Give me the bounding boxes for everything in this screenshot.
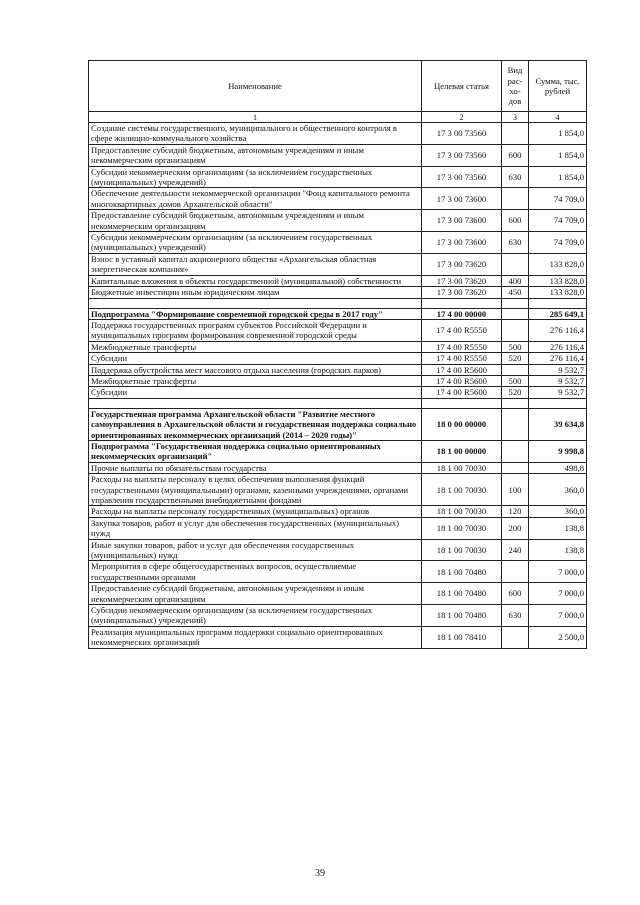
row-sum-cell: 276 116,4 <box>529 341 587 352</box>
row-target-article-cell: 18 1 00 70030 <box>422 539 502 561</box>
row-target-article-cell: 17 4 00 R5600 <box>422 387 502 398</box>
row-name-cell: Создание системы государственного, муниципального и общественного контроля в сфере жилищно-коммунального хозяйства <box>89 123 422 145</box>
row-target-article-cell: 18 1 00 00000 <box>422 440 502 462</box>
row-sum-cell: 7 000,0 <box>529 561 587 583</box>
table-header <box>89 61 587 123</box>
row-name-cell: Закупка товаров, работ и услуг для обеспечения государственных (муниципальных) нужд <box>89 517 422 539</box>
column-number: 4 <box>529 112 587 123</box>
table-row <box>89 188 587 210</box>
table-row <box>89 319 587 341</box>
row-target-article-cell: 17 4 00 R5550 <box>422 319 502 341</box>
row-expense-type-cell: 520 <box>502 387 529 398</box>
empty-cell <box>529 398 587 408</box>
column-number-row <box>89 112 587 123</box>
row-sum-cell: 7 000,0 <box>529 605 587 627</box>
empty-cell <box>422 398 502 408</box>
row-target-article-cell: 17 3 00 73600 <box>422 232 502 254</box>
row-name-cell: Поддержка обустройства мест массового отдыха населения (городских парков) <box>89 364 422 375</box>
table-row <box>89 364 587 375</box>
row-expense-type-cell <box>502 319 529 341</box>
table-body <box>89 123 587 649</box>
row-name-cell: Реализация муниципальных программ поддержки социально ориентированных некоммерческих организаций <box>89 626 422 648</box>
row-target-article-cell: 17 4 00 00000 <box>422 308 502 319</box>
row-sum-cell: 1 854,0 <box>529 144 587 166</box>
row-name-cell: Обеспечение деятельности некоммерческой организации "Фонд капитального ремонта многоквартирных домов Архангельской области" <box>89 188 422 210</box>
row-expense-type-cell <box>502 626 529 648</box>
table-row <box>89 275 587 286</box>
row-name-cell: Предоставление субсидий бюджетным, автономным учреждениям и иным некоммерческим организациям <box>89 144 422 166</box>
table-row <box>89 166 587 188</box>
row-sum-cell: 39 634,8 <box>529 408 587 440</box>
table-row <box>89 232 587 254</box>
row-expense-type-cell <box>502 462 529 473</box>
row-sum-cell: 498,8 <box>529 462 587 473</box>
row-expense-type-cell <box>502 561 529 583</box>
row-sum-cell: 9 998,8 <box>529 440 587 462</box>
row-name-cell: Субсидии некоммерческим организациям (за исключением государственных (муниципальных) учреждений) <box>89 232 422 254</box>
row-target-article-cell: 18 1 00 70480 <box>422 561 502 583</box>
table-row <box>89 408 587 440</box>
row-expense-type-cell: 500 <box>502 341 529 352</box>
row-expense-type-cell <box>502 308 529 319</box>
row-sum-cell: 74 709,0 <box>529 210 587 232</box>
table-row <box>89 375 587 386</box>
row-target-article-cell: 18 1 00 70030 <box>422 462 502 473</box>
row-expense-type-cell: 500 <box>502 375 529 386</box>
row-sum-cell: 360,0 <box>529 474 587 506</box>
row-expense-type-cell: 600 <box>502 583 529 605</box>
row-name-cell: Предоставление субсидий бюджетным, автономным учреждениям и иным некоммерческим организациям <box>89 210 422 232</box>
row-sum-cell: 2 500,0 <box>529 626 587 648</box>
header-sum: Сумма, тыс. рублей <box>529 61 587 112</box>
row-sum-cell: 138,8 <box>529 539 587 561</box>
row-target-article-cell: 17 4 00 R5550 <box>422 341 502 352</box>
row-expense-type-cell: 600 <box>502 144 529 166</box>
row-name-cell: Расходы на выплаты персоналу в целях обеспечения выполнения функций государственными (муниципальными) органами, казенными учреждениями, органами управления государственными внебюджетными фондами <box>89 474 422 506</box>
row-sum-cell: 285 649,1 <box>529 308 587 319</box>
row-expense-type-cell: 400 <box>502 275 529 286</box>
budget-table <box>88 60 587 649</box>
row-target-article-cell: 17 4 00 R5600 <box>422 364 502 375</box>
row-target-article-cell: 17 3 00 73620 <box>422 287 502 298</box>
row-sum-cell: 133 828,0 <box>529 253 587 275</box>
table-row <box>89 387 587 398</box>
row-sum-cell: 74 709,0 <box>529 232 587 254</box>
table-row <box>89 210 587 232</box>
row-name-cell: Субсидии <box>89 387 422 398</box>
row-expense-type-cell: 240 <box>502 539 529 561</box>
row-name-cell: Субсидии некоммерческим организациям (за исключением государственных (муниципальных) учреждений) <box>89 166 422 188</box>
empty-cell <box>89 298 422 308</box>
spacer-row <box>89 398 587 408</box>
row-name-cell: Предоставление субсидий бюджетным, автономным учреждениям и иным некоммерческим организациям <box>89 583 422 605</box>
spacer-row <box>89 298 587 308</box>
row-target-article-cell: 17 3 00 73560 <box>422 123 502 145</box>
table-row <box>89 353 587 364</box>
empty-cell <box>89 398 422 408</box>
table-row <box>89 440 587 462</box>
row-sum-cell: 1 854,0 <box>529 123 587 145</box>
table-row <box>89 539 587 561</box>
row-expense-type-cell <box>502 253 529 275</box>
header-name: Наименование <box>89 61 422 112</box>
table-row <box>89 474 587 506</box>
row-expense-type-cell <box>502 188 529 210</box>
column-number: 2 <box>422 112 502 123</box>
row-sum-cell: 74 709,0 <box>529 188 587 210</box>
table-row <box>89 253 587 275</box>
row-target-article-cell: 17 4 00 R5600 <box>422 375 502 386</box>
row-expense-type-cell <box>502 408 529 440</box>
table-row <box>89 517 587 539</box>
table-row <box>89 123 587 145</box>
row-target-article-cell: 18 1 00 70030 <box>422 474 502 506</box>
row-name-cell: Подпрограмма "Формирование современной городской среды в 2017 году" <box>89 308 422 319</box>
table-row <box>89 462 587 473</box>
row-expense-type-cell: 200 <box>502 517 529 539</box>
row-sum-cell: 133 828,0 <box>529 275 587 286</box>
column-number: 3 <box>502 112 529 123</box>
row-expense-type-cell: 520 <box>502 353 529 364</box>
row-target-article-cell: 17 3 00 73560 <box>422 166 502 188</box>
row-name-cell: Межбюджетные трансферты <box>89 375 422 386</box>
row-target-article-cell: 17 3 00 73600 <box>422 210 502 232</box>
row-sum-cell: 9 532,7 <box>529 364 587 375</box>
row-name-cell: Иные закупки товаров, работ и услуг для обеспечения государственных (муниципальных) нужд <box>89 539 422 561</box>
row-sum-cell: 138,8 <box>529 517 587 539</box>
header-expense-type: Вид рас-хо-дов <box>502 61 529 112</box>
row-name-cell: Поддержка государственных программ субъектов Российской Федерации и муниципальных программ формирования современной городской среды <box>89 319 422 341</box>
row-sum-cell: 276 116,4 <box>529 353 587 364</box>
header-row <box>89 61 587 112</box>
column-number: 1 <box>89 112 422 123</box>
table-row <box>89 308 587 319</box>
row-target-article-cell: 18 1 00 70480 <box>422 583 502 605</box>
row-target-article-cell: 17 3 00 73600 <box>422 188 502 210</box>
row-target-article-cell: 18 1 00 70480 <box>422 605 502 627</box>
row-target-article-cell: 17 3 00 73620 <box>422 253 502 275</box>
row-expense-type-cell: 630 <box>502 605 529 627</box>
page-number: 39 <box>315 868 325 879</box>
empty-cell <box>422 298 502 308</box>
row-expense-type-cell <box>502 440 529 462</box>
row-expense-type-cell <box>502 123 529 145</box>
header-target-article: Целевая статья <box>422 61 502 112</box>
row-expense-type-cell: 600 <box>502 210 529 232</box>
row-name-cell: Прочие выплаты по обязательствам государства <box>89 462 422 473</box>
row-name-cell: Капитальные вложения в объекты государственной (муниципальной) собственности <box>89 275 422 286</box>
table-row <box>89 583 587 605</box>
row-target-article-cell: 17 3 00 73560 <box>422 144 502 166</box>
row-target-article-cell: 18 1 00 78410 <box>422 626 502 648</box>
row-sum-cell: 1 854,0 <box>529 166 587 188</box>
row-target-article-cell: 17 3 00 73620 <box>422 275 502 286</box>
table-row <box>89 341 587 352</box>
table-row <box>89 506 587 517</box>
row-target-article-cell: 18 1 00 70030 <box>422 506 502 517</box>
row-sum-cell: 9 532,7 <box>529 387 587 398</box>
row-name-cell: Взнос в уставный капитал акционерного общества «Архангельская областная энергетическая компания» <box>89 253 422 275</box>
row-sum-cell: 7 000,0 <box>529 583 587 605</box>
row-expense-type-cell: 450 <box>502 287 529 298</box>
row-target-article-cell: 18 1 00 70030 <box>422 517 502 539</box>
row-sum-cell: 360,0 <box>529 506 587 517</box>
row-name-cell: Субсидии некоммерческим организациям (за исключением государственных (муниципальных) учреждений) <box>89 605 422 627</box>
row-name-cell: Подпрограмма "Государственная поддержка социально ориентированных некоммерческих организаций" <box>89 440 422 462</box>
row-name-cell: Государственная программа Архангельской области "Развитие местного самоуправления в Архангельской области и государственная поддержка социально ориентированных некоммерческих организаций (2014 – 2020 годы)" <box>89 408 422 440</box>
row-name-cell: Мероприятия в сфере общегосударственных вопросов, осуществляемые государственными органами <box>89 561 422 583</box>
row-name-cell: Субсидии <box>89 353 422 364</box>
table-row <box>89 144 587 166</box>
table-row <box>89 287 587 298</box>
row-sum-cell: 276 116,4 <box>529 319 587 341</box>
row-name-cell: Бюджетные инвестиции иным юридическим лицам <box>89 287 422 298</box>
row-target-article-cell: 18 0 00 00000 <box>422 408 502 440</box>
empty-cell <box>502 398 529 408</box>
table-row <box>89 626 587 648</box>
row-sum-cell: 133 828,0 <box>529 287 587 298</box>
row-expense-type-cell: 100 <box>502 474 529 506</box>
row-expense-type-cell <box>502 364 529 375</box>
row-sum-cell: 9 532,7 <box>529 375 587 386</box>
empty-cell <box>529 298 587 308</box>
table-row <box>89 605 587 627</box>
row-expense-type-cell: 120 <box>502 506 529 517</box>
empty-cell <box>502 298 529 308</box>
row-name-cell: Расходы на выплаты персоналу государственных (муниципальных) органов <box>89 506 422 517</box>
row-expense-type-cell: 630 <box>502 232 529 254</box>
row-target-article-cell: 17 4 00 R5550 <box>422 353 502 364</box>
table-row <box>89 561 587 583</box>
row-name-cell: Межбюджетные трансферты <box>89 341 422 352</box>
row-expense-type-cell: 630 <box>502 166 529 188</box>
